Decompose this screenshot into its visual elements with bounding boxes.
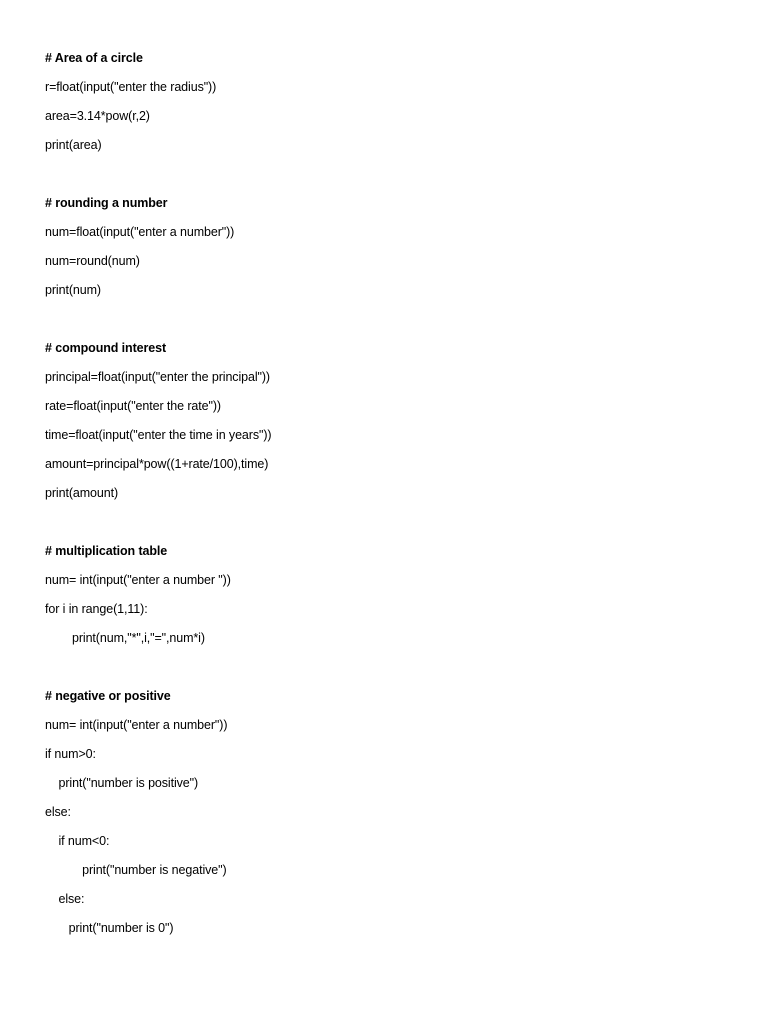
code-line: print("number is 0") (45, 921, 174, 935)
code-line: num= int(input("enter a number ")) (45, 573, 231, 587)
code-line: print(amount) (45, 486, 119, 500)
code-line: time=float(input("enter the time in years")) (45, 428, 272, 442)
section-compound-interest (45, 334, 725, 508)
section-heading: # negative or positive (45, 689, 171, 703)
code-line: r=float(input("enter the radius")) (45, 80, 217, 94)
code-line: rate=float(input("enter the rate")) (45, 399, 221, 413)
code-line: amount=principal*pow((1+rate/100),time) (45, 457, 269, 471)
section-rounding-number (45, 189, 725, 305)
code-line: num=round(num) (45, 254, 140, 268)
code-line: area=3.14*pow(r,2) (45, 109, 150, 123)
section-heading: # rounding a number (45, 196, 168, 210)
section-heading: # multiplication table (45, 544, 168, 558)
document-body (45, 44, 725, 972)
code-line: for i in range(1,11): (45, 602, 148, 616)
code-line: principal=float(input("enter the principal")) (45, 370, 270, 384)
code-line: if num<0: (45, 834, 110, 848)
code-line: num= int(input("enter a number")) (45, 718, 228, 732)
section-negative-or-positive (45, 682, 725, 943)
section-area-of-circle (45, 44, 725, 160)
section-heading: # compound interest (45, 341, 167, 355)
code-line: print(num) (45, 283, 101, 297)
code-line: print(area) (45, 138, 102, 152)
section-multiplication-table (45, 537, 725, 653)
code-line: print("number is negative") (45, 863, 227, 877)
code-line: if num>0: (45, 747, 96, 761)
code-line: print(num,"*",i,"=",num*i) (45, 631, 205, 645)
code-line: print("number is positive") (45, 776, 199, 790)
code-line: else: (45, 805, 71, 819)
section-heading: # Area of a circle (45, 51, 143, 65)
code-line: else: (45, 892, 85, 906)
code-line: num=float(input("enter a number")) (45, 225, 235, 239)
